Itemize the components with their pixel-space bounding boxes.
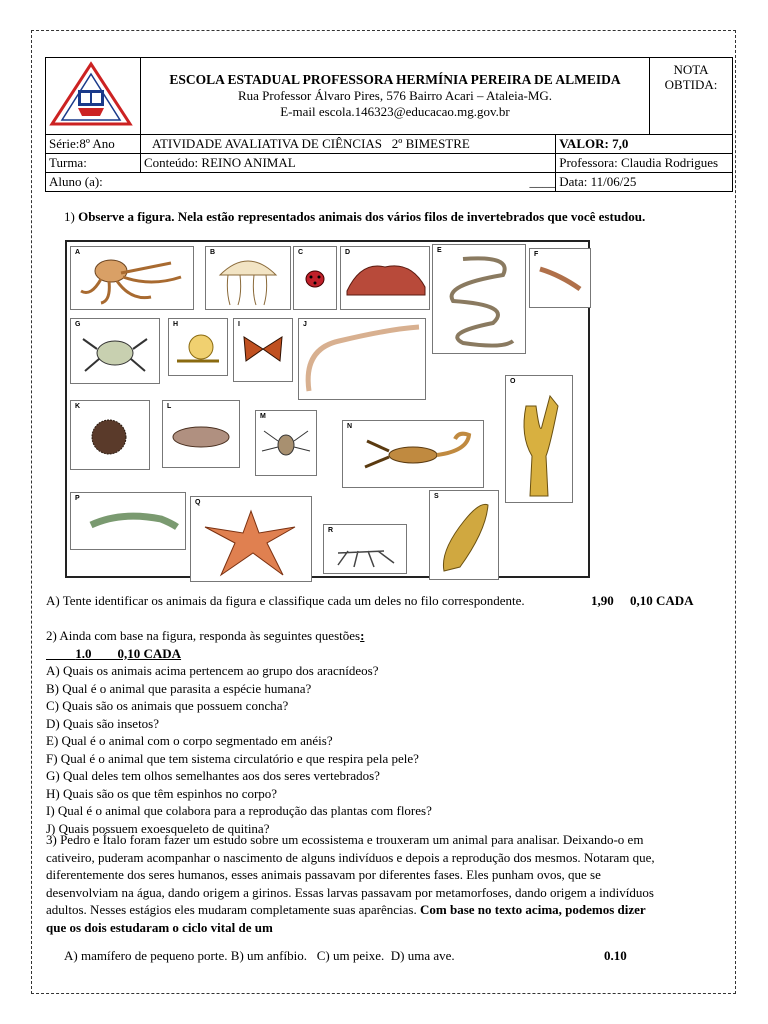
label-j: J — [303, 321, 307, 328]
q3-options — [64, 947, 704, 965]
animal-m-spider — [255, 410, 317, 476]
label-d: D — [345, 249, 351, 256]
label-c: C — [298, 249, 304, 256]
valor-cell: VALOR: 7,0 — [556, 135, 733, 154]
animal-b-jellyfish — [205, 246, 291, 310]
q3-option-c[interactable]: C) um peixe. — [316, 948, 385, 963]
data-cell: Data: 11/06/25 — [556, 173, 733, 192]
q2-item: F) Qual é o animal que tem sistema circulatório e que respira pela pele? — [46, 750, 419, 766]
bimestre-label: 2º BIMESTRE — [391, 136, 470, 151]
animal-g-crab — [70, 318, 160, 384]
animal-f-centipede — [529, 248, 591, 308]
q1-score-each: 0,10 CADA — [630, 593, 694, 608]
animal-n-scorpion — [342, 420, 484, 488]
school-logo-cell — [46, 58, 141, 135]
animal-j-earthworm — [298, 318, 426, 400]
q2-item: J) Quais possuem exoesqueleto de quitina? — [46, 820, 270, 836]
label-b: B — [210, 249, 216, 256]
label-k: K — [75, 403, 81, 410]
label-q: Q — [195, 499, 201, 506]
q3-score: 0.10 — [604, 948, 627, 963]
animal-c-ladybug — [293, 246, 337, 310]
label-i: I — [238, 321, 240, 328]
q3-last-plain: adultos. Nesses estágios eles mudaram completamente suas aparências. — [46, 902, 417, 917]
q2-item: C) Quais são os animais que possuem concha? — [46, 698, 289, 713]
q2-item: A) Quais os animais acima pertencem ao grupo dos aracnídeos? — [46, 663, 379, 678]
label-h: H — [173, 321, 179, 328]
animal-e-tapeworm — [432, 244, 526, 354]
q1-statement — [64, 208, 645, 226]
atividade-cell — [141, 135, 556, 154]
header-table — [45, 57, 733, 192]
q3-option-b[interactable]: B) um anfíbio. — [230, 948, 307, 963]
label-r: R — [328, 527, 334, 534]
label-f: F — [534, 251, 539, 258]
animal-d-sea-anemone — [340, 246, 430, 310]
label-m: M — [260, 413, 266, 420]
label-l: L — [167, 403, 172, 410]
q3-line: diferentemente dos seres humanos, esses animais passavam por diferentes fases. Eles punham ovos, que se — [46, 867, 601, 882]
turma-cell: Turma: — [46, 154, 141, 173]
q3-last-bold: Com base no texto acima, podemos dizer — [420, 902, 646, 917]
q2-intro: 2) Ainda com base na figura, responda às seguintes questões — [46, 628, 361, 643]
animal-p-shrimp — [70, 492, 186, 550]
q2-item: D) Quais são insetos? — [46, 715, 160, 731]
q2-item: E) Qual é o animal com o corpo segmentado em anéis? — [46, 733, 333, 748]
nota-cell — [650, 58, 733, 135]
q3-block — [46, 831, 726, 936]
q1-number: 1) — [64, 209, 75, 224]
label-s: S — [434, 493, 439, 500]
invertebrates-figure — [65, 240, 590, 578]
q3-line: desenvolviam na água, dando origem a girinos. Essas larvas passavam por metamorfoses, dando origem a indivíduos — [46, 884, 654, 900]
animal-k-sea-urchin — [70, 400, 150, 470]
aluno-cell[interactable] — [46, 173, 556, 192]
q1-text: Observe a figura. Nela estão representados animais dos vários filos de invertebrados que você estudou. — [78, 209, 646, 224]
professora-cell: Professora: Claudia Rodrigues — [556, 154, 733, 173]
q2-score: 1.0 — [75, 645, 92, 661]
animal-i-butterfly — [233, 318, 293, 382]
label-n: N — [347, 423, 353, 430]
q2-intro-line — [46, 627, 706, 662]
obtida-label: OBTIDA: — [664, 77, 718, 92]
q2-item: B) Qual é o animal que parasita a espécie humana? — [46, 680, 312, 696]
label-e: E — [437, 247, 442, 254]
q2-item: I) Qual é o animal que colabora para a reprodução das plantas com flores? — [46, 803, 432, 818]
q3-bold-line: que os dois estudaram o ciclo vital de um — [46, 919, 273, 935]
atividade-label: ATIVIDADE AVALIATIVA DE CIÊNCIAS — [152, 136, 383, 151]
animal-o-coral — [505, 375, 573, 503]
q2-item: H) Quais são os que têm espinhos no corpo? — [46, 785, 278, 801]
animal-l-sea-cucumber — [162, 400, 240, 468]
aluno-label: Aluno (a): — [49, 174, 103, 189]
q1-item-a-text: A) Tente identificar os animais da figura e classifique cada um deles no filo correspondente. — [46, 593, 525, 608]
label-a: A — [75, 249, 81, 256]
q2-item: G) Qual deles tem olhos semelhantes aos dos seres vertebrados? — [46, 768, 380, 783]
label-p: P — [75, 495, 80, 502]
school-logo — [48, 60, 134, 128]
animal-h-snail — [168, 318, 228, 376]
label-g: G — [75, 321, 81, 328]
animal-q-starfish — [190, 496, 312, 582]
q3-line: cativeiro, puderam acompanhar o nascimento de alguns indivíduos e depois a reprodução dos mesmos. Notaram que, — [46, 849, 655, 865]
school-info-cell — [141, 58, 650, 135]
school-address: Rua Professor Álvaro Pires, 576 Bairro Acari – Ataleia-MG. — [237, 88, 553, 103]
school-name: ESCOLA ESTADUAL PROFESSORA HERMÍNIA PEREIRA DE ALMEIDA — [169, 72, 621, 87]
conteudo-cell: Conteúdo: REINO ANIMAL — [141, 154, 556, 173]
q2-block — [46, 627, 706, 837]
serie-cell: Série:8º Ano — [46, 135, 141, 154]
q2-score-line — [46, 645, 476, 663]
q3-option-a[interactable]: A) mamífero de pequeno porte. — [64, 948, 228, 963]
q1-item-a — [46, 592, 706, 610]
q3-option-d[interactable]: D) uma ave. — [390, 948, 455, 963]
label-o: O — [510, 378, 516, 385]
school-email: E-mail escola.146323@educacao.mg.gov.br — [280, 104, 510, 119]
nota-label: NOTA — [673, 62, 709, 77]
q1-score: 1,90 — [591, 593, 614, 608]
q3-line — [46, 901, 726, 919]
animal-a-octopus — [70, 246, 194, 310]
aluno-blank[interactable]: ____ — [529, 174, 556, 189]
animal-s-planarian — [429, 490, 499, 580]
q2-colon: : — [360, 628, 365, 643]
animal-r-mosquito — [323, 524, 407, 574]
q2-score-each: 0,10 CADA — [117, 645, 182, 661]
q3-line: 3) Pedro e Ítalo foram fazer um estudo sobre um ecossistema e trouxeram um animal para analisar. Deixando-o em — [46, 832, 644, 847]
